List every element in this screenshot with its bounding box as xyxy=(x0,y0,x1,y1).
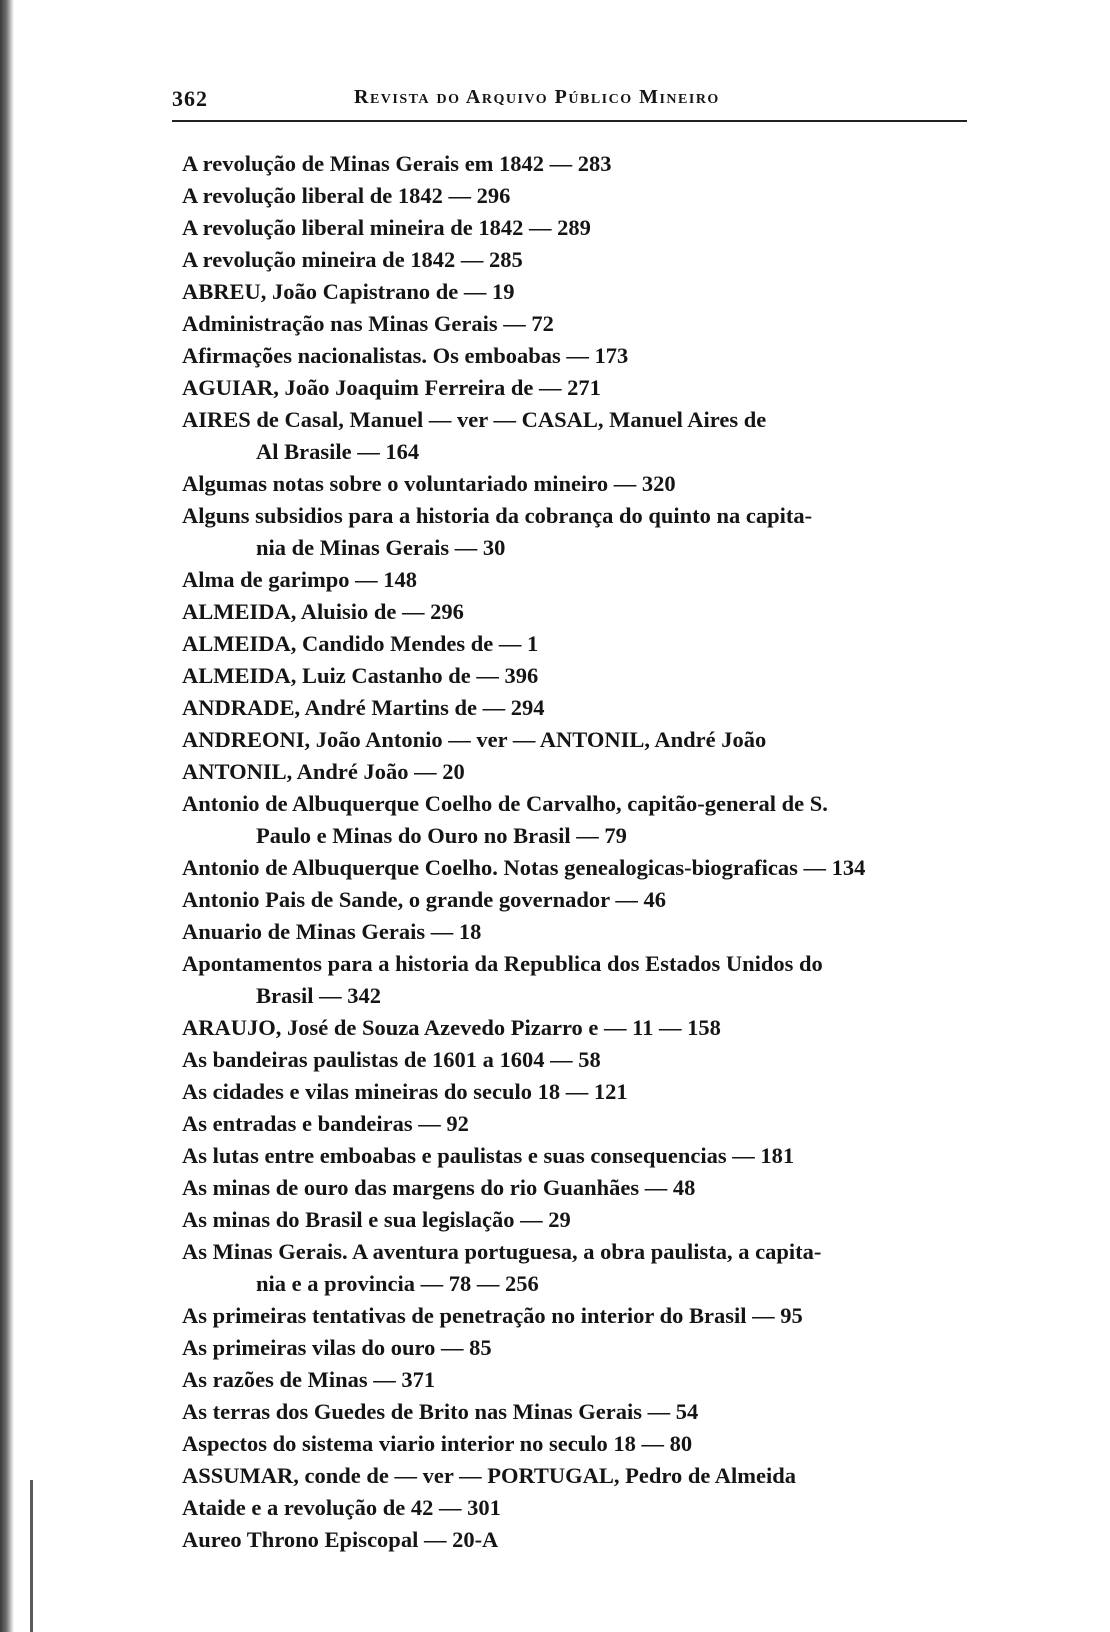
index-entry-text: Algumas notas sobre o voluntariado mineiro — 320 xyxy=(182,471,676,496)
page-number: 362 xyxy=(172,86,208,111)
index-entry xyxy=(182,1076,982,1108)
index-entry xyxy=(182,1460,982,1492)
index-entry-text: Antonio de Albuquerque Coelho. Notas genealogicas-biograficas — 134 xyxy=(182,855,866,880)
index-entry xyxy=(182,404,982,436)
index-entry xyxy=(182,564,982,596)
index-entry-text: Anuario de Minas Gerais — 18 xyxy=(182,919,482,944)
index-entry-text: ARAUJO, José de Souza Azevedo Pizarro e — 11 — 158 xyxy=(182,1015,721,1040)
index-entry xyxy=(182,1428,982,1460)
index-entry-text: Afirmações nacionalistas. Os emboabas — 173 xyxy=(182,343,629,368)
index-entry-text: Aureo Throno Episcopal — 20-A xyxy=(182,1527,499,1552)
page-header xyxy=(172,80,967,124)
index-entry xyxy=(182,788,982,852)
index-entry-continuation: Brasil — 342 xyxy=(256,983,382,1008)
index-entry-text: A revolução de Minas Gerais em 1842 — 283 xyxy=(182,151,612,176)
index-entry-text: AGUIAR, João Joaquim Ferreira de — 271 xyxy=(182,375,601,400)
index-entry xyxy=(182,852,982,884)
index-entry-text: ALMEIDA, Candido Mendes de — 1 xyxy=(182,631,539,656)
index-entry xyxy=(182,1492,982,1524)
index-entry xyxy=(182,1332,982,1364)
index-entry xyxy=(182,1300,982,1332)
index-entry xyxy=(182,1172,982,1204)
index-entry-text: As minas do Brasil e sua legislação — 29 xyxy=(182,1207,571,1232)
index-entry xyxy=(182,180,982,212)
index-entry-continuation: Paulo e Minas do Ouro no Brasil — 79 xyxy=(256,823,627,848)
index-entry-text: A revolução liberal mineira de 1842 — 289 xyxy=(182,215,591,240)
index-entry xyxy=(182,468,982,500)
index-entry xyxy=(182,1140,982,1172)
index-entry xyxy=(182,1524,982,1556)
index-entry xyxy=(182,1044,982,1076)
index-entry xyxy=(182,1236,982,1300)
index-list xyxy=(182,148,982,1556)
index-entry-text: Apontamentos para a historia da Republica dos Estados Unidos do xyxy=(182,951,823,976)
index-entry xyxy=(182,340,982,372)
index-entry-text: As minas de ouro das margens do rio Guanhães — 48 xyxy=(182,1175,696,1200)
index-entry-text: AIRES de Casal, Manuel — ver — CASAL, Manuel Aires de xyxy=(182,407,767,432)
index-entry-text: A revolução mineira de 1842 — 285 xyxy=(182,247,523,272)
header-rule xyxy=(172,120,967,122)
index-entry xyxy=(182,1108,982,1140)
index-entry-text: Antonio Pais de Sande, o grande governador — 46 xyxy=(182,887,667,912)
index-entry-text: Alma de garimpo — 148 xyxy=(182,567,417,592)
index-entry xyxy=(182,596,982,628)
index-entry xyxy=(182,1396,982,1428)
index-entry-text: As Minas Gerais. A aventura portuguesa, a obra paulista, a capita- xyxy=(182,1239,822,1264)
index-entry-text: ALMEIDA, Aluisio de — 296 xyxy=(182,599,464,624)
index-entry-text: As primeiras tentativas de penetração no interior do Brasil — 95 xyxy=(182,1303,803,1328)
index-entry-text: As razões de Minas — 371 xyxy=(182,1367,436,1392)
index-entry xyxy=(182,948,982,1012)
index-entry-text: As bandeiras paulistas de 1601 a 1604 — 58 xyxy=(182,1047,601,1072)
index-entry-text: As cidades e vilas mineiras do seculo 18 — 121 xyxy=(182,1079,628,1104)
index-entry-text: ANDREONI, João Antonio — ver — ANTONIL, André João xyxy=(182,727,767,752)
index-entry xyxy=(182,1204,982,1236)
index-entry-text: Ataide e a revolução de 42 — 301 xyxy=(182,1495,501,1520)
index-entry-text: ALMEIDA, Luiz Castanho de — 396 xyxy=(182,663,539,688)
index-entry-text: As entradas e bandeiras — 92 xyxy=(182,1111,469,1136)
index-entry-text: Antonio de Albuquerque Coelho de Carvalho, capitão-general de S. xyxy=(182,791,828,816)
index-entry xyxy=(182,1364,982,1396)
index-entry xyxy=(182,628,982,660)
running-title: Revista do Arquivo Público Mineiro xyxy=(354,86,720,108)
index-entry-text: ASSUMAR, conde de — ver — PORTUGAL, Pedro de Almeida xyxy=(182,1463,796,1488)
index-entry-text: A revolução liberal de 1842 — 296 xyxy=(182,183,511,208)
index-entry-text: Aspectos do sistema viario interior no seculo 18 — 80 xyxy=(182,1431,693,1456)
scan-edge-line xyxy=(30,1480,33,1632)
index-entry-text: Al Brasile — 164 xyxy=(256,439,420,464)
index-entry-continuation: nia e a provincia — 78 — 256 xyxy=(256,1271,539,1296)
index-entry xyxy=(182,756,982,788)
book-spine-shadow xyxy=(0,0,14,1632)
index-entry-text: As lutas entre emboabas e paulistas e suas consequencias — 181 xyxy=(182,1143,795,1168)
index-entry xyxy=(182,724,982,756)
index-entry xyxy=(182,916,982,948)
index-entry xyxy=(182,244,982,276)
index-entry xyxy=(182,372,982,404)
index-entry xyxy=(182,660,982,692)
index-entry xyxy=(182,276,982,308)
index-entry-text: As terras dos Guedes de Brito nas Minas Gerais — 54 xyxy=(182,1399,699,1424)
index-entry-text: Alguns subsidios para a historia da cobrança do quinto na capita- xyxy=(182,503,813,528)
index-entry xyxy=(182,1012,982,1044)
index-entry-text: ABREU, João Capistrano de — 19 xyxy=(182,279,515,304)
index-entry-text: ANDRADE, André Martins de — 294 xyxy=(182,695,545,720)
index-entry-text: As primeiras vilas do ouro — 85 xyxy=(182,1335,492,1360)
index-entry xyxy=(182,884,982,916)
index-entry-text: Administração nas Minas Gerais — 72 xyxy=(182,311,554,336)
index-entry xyxy=(182,212,982,244)
index-entry xyxy=(182,692,982,724)
index-entry xyxy=(182,500,982,564)
index-entry xyxy=(182,148,982,180)
index-entry xyxy=(182,436,982,468)
index-entry xyxy=(182,308,982,340)
index-entry-continuation: nia de Minas Gerais — 30 xyxy=(256,535,506,560)
index-entry-text: ANTONIL, André João — 20 xyxy=(182,759,465,784)
